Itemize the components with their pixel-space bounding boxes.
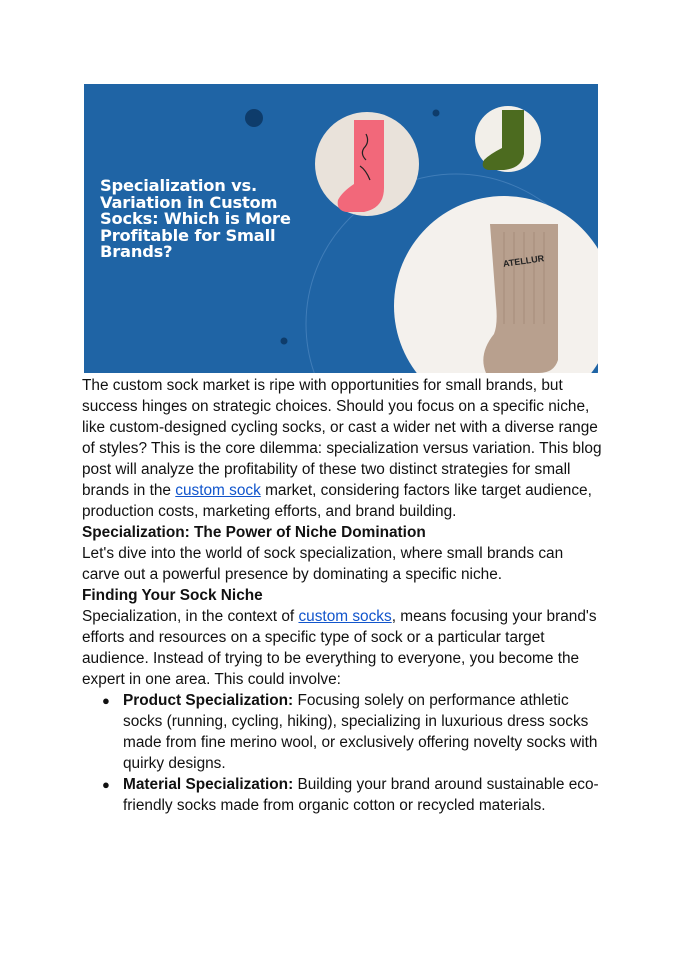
custom-sock-link[interactable]: custom sock [175, 482, 261, 499]
section-heading-specialization: Specialization: The Power of Niche Domination [82, 524, 426, 541]
niche-paragraph: Specialization, in the context of custom socks, means focusing your brand's efforts and resources on a specific type of sock or a particular target audience. Instead of trying to be everything to everyone, you become the expert in one area. This could involve: [82, 608, 597, 688]
list-item: ● Product Specialization: Focusing solely on performance athletic socks (running, cycling, hiking), specializing in luxurious dress socks made from fine merino wool, or exclusively offering novelty socks with quirky designs. [102, 692, 598, 772]
green-sock-photo [475, 106, 541, 172]
section-heading-niche: Finding Your Sock Niche [82, 587, 263, 604]
hero-title: Specialization vs. Variation in Custom Socks: Which is More Profitable for Small Brands? [100, 176, 291, 262]
specialization-list [82, 690, 602, 816]
sock-brand-text: ATELLUR [502, 253, 545, 269]
decorative-dot [433, 110, 440, 117]
bullet-icon: ● [102, 693, 110, 708]
hero-banner [84, 84, 598, 373]
specialization-paragraph: Let's dive into the world of sock specialization, where small brands can carve out a powerful presence by dominating a specific niche. [82, 545, 564, 583]
custom-socks-link[interactable]: custom socks [298, 608, 392, 625]
pink-sock-photo [315, 112, 419, 216]
decorative-dot [281, 338, 288, 345]
decorative-dot [245, 109, 263, 127]
article-body [82, 375, 602, 816]
intro-paragraph: The custom sock market is ripe with opportunities for small brands, but success hinges on strategic choices. Should you focus on a specific niche, like custom-designed cycling socks, or cast a wider net with a diverse range of styles? This is the core dilemma: specialization versus variation. This blog post will analyze the profitability of these two distinct strategies for small brands in the custom sock market, considering factors like target audience, production costs, marketing efforts, and brand building. [82, 377, 602, 520]
bullet-icon: ● [102, 777, 110, 792]
beige-sock-photo [394, 196, 598, 373]
list-item: ● Material Specialization: Building your brand around sustainable eco-friendly socks made from organic cotton or recycled materials. [102, 776, 599, 814]
